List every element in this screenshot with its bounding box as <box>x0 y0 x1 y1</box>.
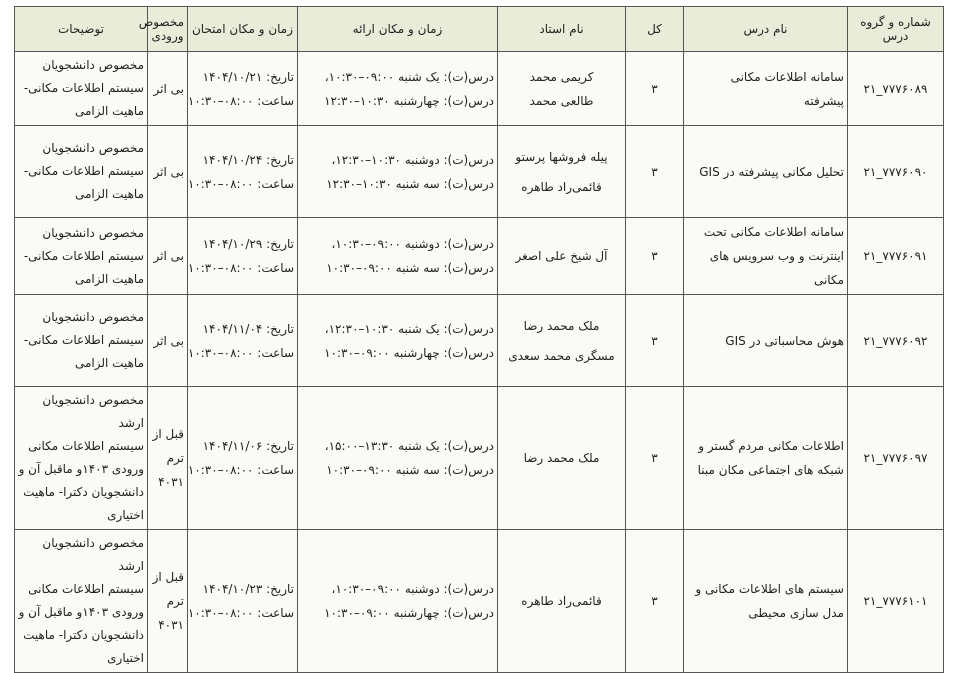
notes-line: ورودی ۱۴۰۳و ماقبل آن و <box>18 462 144 476</box>
instructor-name: پیله فروشها پرستو <box>515 149 608 164</box>
instructor-cell <box>498 126 626 218</box>
exam-line: ساعت: ۰۸:۰۰–۱۰:۳۰ <box>187 176 294 191</box>
entry-cell: بی اثر <box>148 295 188 387</box>
course-code-cell: ۷۷۷۶۱۰۱_۲۱ <box>848 530 944 673</box>
instructor-cell <box>498 52 626 126</box>
notes-cell <box>15 530 148 673</box>
exam-line: ساعت: ۰۸:۰۰–۱۰:۳۰ <box>187 606 294 620</box>
course-rows <box>15 52 944 673</box>
schedule-cell <box>298 52 498 126</box>
notes-line: مخصوص دانشجویان ارشد <box>42 536 144 573</box>
course-table <box>14 6 944 673</box>
schedule-line: درس(ت): یک شنبه ۰۹:۰۰–۱۰:۳۰، <box>324 69 494 84</box>
exam-line: تاریخ: ۱۴۰۴/۱۱/۰۴ <box>202 321 294 336</box>
course-name-cell: هوش محاسباتی در GIS <box>684 295 848 387</box>
exam-line: تاریخ: ۱۴۰۴/۱۰/۲۴ <box>202 152 294 167</box>
schedule-line: درس(ت): دوشنبه ۰۹:۰۰–۱۰:۳۰، <box>331 582 494 596</box>
exam-line: تاریخ: ۱۴۰۴/۱۰/۲۳ <box>202 582 294 596</box>
notes-line: مخصوص دانشجویان <box>42 225 144 240</box>
header-notes: توضیحات <box>15 7 148 52</box>
notes-line: ماهیت الزامی <box>74 187 144 201</box>
schedule-line: درس(ت): یک شنبه ۱۰:۳۰–۱۲:۳۰، <box>324 321 494 336</box>
instructor-name: قائمی‌راد طاهره <box>521 594 602 608</box>
instructor-name: آل شیخ علی اصغر <box>515 249 608 263</box>
notes-cell <box>15 387 148 530</box>
entry-cell: بی اثر <box>148 52 188 126</box>
notes-line: دانشجویان دکترا- ماهیت <box>23 628 144 642</box>
units-cell: ۳ <box>626 295 684 387</box>
schedule-line: درس(ت): یک شنبه ۱۳:۳۰–۱۵:۰۰، <box>324 439 494 453</box>
instructor-name: ملک محمد رضا <box>523 318 600 333</box>
units-cell: ۳ <box>626 52 684 126</box>
exam-line: تاریخ: ۱۴۰۴/۱۱/۰۶ <box>202 439 294 453</box>
table-row <box>15 52 944 126</box>
course-code-cell: ۷۷۷۶۰۸۹_۲۱ <box>848 52 944 126</box>
schedule-line: درس(ت): چهارشنبه ۰۹:۰۰–۱۰:۳۰ <box>324 345 494 360</box>
notes-line: مخصوص دانشجویان <box>42 310 144 324</box>
notes-line: مخصوص دانشجویان <box>42 141 144 155</box>
entry-cell: بی اثر <box>148 126 188 218</box>
instructor-name: قائمی‌راد طاهره <box>521 179 602 194</box>
notes-line: ورودی ۱۴۰۳و ماقبل آن و <box>18 605 144 619</box>
course-name-cell: اطلاعات مکانی مردم گستر و شبکه های اجتماعی مکان مبنا <box>684 387 848 530</box>
course-code-cell: ۷۷۷۶۰۹۱_۲۱ <box>848 218 944 295</box>
units-cell: ۳ <box>626 126 684 218</box>
notes-cell <box>15 126 148 218</box>
exam-line: تاریخ: ۱۴۰۴/۱۰/۲۹ <box>202 237 294 251</box>
instructor-cell <box>498 387 626 530</box>
exam-cell <box>188 295 298 387</box>
header-entry: مخصوص ورودی <box>148 7 188 52</box>
notes-line: ماهیت الزامی <box>74 104 144 118</box>
exam-cell <box>188 126 298 218</box>
course-table-container <box>14 6 943 673</box>
table-row <box>15 295 944 387</box>
instructor-name: ملک محمد رضا <box>523 451 600 465</box>
header-instructor: نام استاد <box>498 7 626 52</box>
course-name-cell: تحلیل مکانی پیشرفته در GIS <box>684 126 848 218</box>
course-code-cell: ۷۷۷۶۰۹۷_۲۱ <box>848 387 944 530</box>
notes-line: اختیاری <box>107 508 144 522</box>
notes-line: مخصوص دانشجویان <box>42 58 144 72</box>
notes-line: ماهیت الزامی <box>74 356 144 370</box>
header-exam: زمان و مکان امتحان <box>188 7 298 52</box>
exam-line: ساعت: ۰۸:۰۰–۱۰:۳۰ <box>187 261 294 275</box>
units-cell: ۳ <box>626 530 684 673</box>
schedule-line: درس(ت): سه شنبه ۰۹:۰۰–۱۰:۳۰ <box>326 261 494 275</box>
schedule-cell <box>298 530 498 673</box>
schedule-line: درس(ت): دوشنبه ۰۹:۰۰–۱۰:۳۰، <box>331 237 494 251</box>
exam-line: تاریخ: ۱۴۰۴/۱۰/۲۱ <box>202 69 294 84</box>
notes-line: دانشجویان دکترا- ماهیت <box>23 485 144 499</box>
course-code-cell: ۷۷۷۶۰۹۰_۲۱ <box>848 126 944 218</box>
exam-line: ساعت: ۰۸:۰۰–۱۰:۳۰ <box>187 93 294 108</box>
exam-line: ساعت: ۰۸:۰۰–۱۰:۳۰ <box>187 345 294 360</box>
header-code: شماره و گروه درس <box>848 7 944 52</box>
course-name-cell: سامانه اطلاعات مکانی پیشرفته <box>684 52 848 126</box>
course-code-cell: ۷۷۷۶۰۹۲_۲۱ <box>848 295 944 387</box>
schedule-line: درس(ت): چهارشنبه ۱۰:۳۰–۱۲:۳۰ <box>324 93 494 108</box>
instructor-cell <box>498 218 626 295</box>
units-cell: ۳ <box>626 387 684 530</box>
notes-line: سیستم اطلاعات مکانی <box>28 582 144 596</box>
instructor-cell <box>498 530 626 673</box>
schedule-line: درس(ت): دوشنبه ۱۰:۳۰–۱۲:۳۰، <box>331 152 494 167</box>
notes-line: مخصوص دانشجویان ارشد <box>42 393 144 430</box>
notes-line: سیستم اطلاعات مکانی <box>28 439 144 453</box>
instructor-name: مسگری محمد سعدی <box>508 348 615 363</box>
units-cell: ۳ <box>626 218 684 295</box>
schedule-cell <box>298 126 498 218</box>
notes-cell <box>15 218 148 295</box>
table-row <box>15 530 944 673</box>
header-course: نام درس <box>684 7 848 52</box>
course-name-cell: سامانه اطلاعات مکانی تحت اینترنت و وب سرویس های مکانی <box>684 218 848 295</box>
exam-line: ساعت: ۰۸:۰۰–۱۰:۳۰ <box>187 463 294 477</box>
exam-cell <box>188 52 298 126</box>
notes-line: سیستم اطلاعات مکانی- <box>23 333 144 347</box>
entry-cell: قبل از ترم ۴۰۳۱ <box>148 387 188 530</box>
schedule-line: درس(ت): چهارشنبه ۰۹:۰۰–۱۰:۳۰ <box>324 606 494 620</box>
course-name-cell: سیستم های اطلاعات مکانی و مدل سازی محیطی <box>684 530 848 673</box>
instructor-name: کریمی محمد <box>529 69 594 84</box>
schedule-line: درس(ت): سه شنبه ۱۰:۳۰–۱۲:۳۰ <box>326 176 494 191</box>
table-row <box>15 218 944 295</box>
notes-line: سیستم اطلاعات مکانی- <box>23 164 144 178</box>
table-row <box>15 126 944 218</box>
exam-cell <box>188 530 298 673</box>
schedule-line: درس(ت): سه شنبه ۰۹:۰۰–۱۰:۳۰ <box>326 463 494 477</box>
schedule-cell <box>298 218 498 295</box>
exam-cell <box>188 218 298 295</box>
header-units: کل <box>626 7 684 52</box>
notes-line: ماهیت الزامی <box>74 271 144 286</box>
instructor-cell <box>498 295 626 387</box>
notes-line: سیستم اطلاعات مکانی- <box>23 248 144 263</box>
entry-cell: قبل از ترم ۴۰۳۱ <box>148 530 188 673</box>
schedule-cell <box>298 387 498 530</box>
entry-cell: بی اثر <box>148 218 188 295</box>
table-row <box>15 387 944 530</box>
exam-cell <box>188 387 298 530</box>
notes-line: سیستم اطلاعات مکانی- <box>23 81 144 95</box>
header-schedule: زمان و مکان ارائه <box>298 7 498 52</box>
instructor-name: طالعی محمد <box>529 93 594 108</box>
notes-line: اختیاری <box>107 651 144 665</box>
schedule-cell <box>298 295 498 387</box>
header-row <box>15 7 944 52</box>
notes-cell <box>15 295 148 387</box>
notes-cell <box>15 52 148 126</box>
